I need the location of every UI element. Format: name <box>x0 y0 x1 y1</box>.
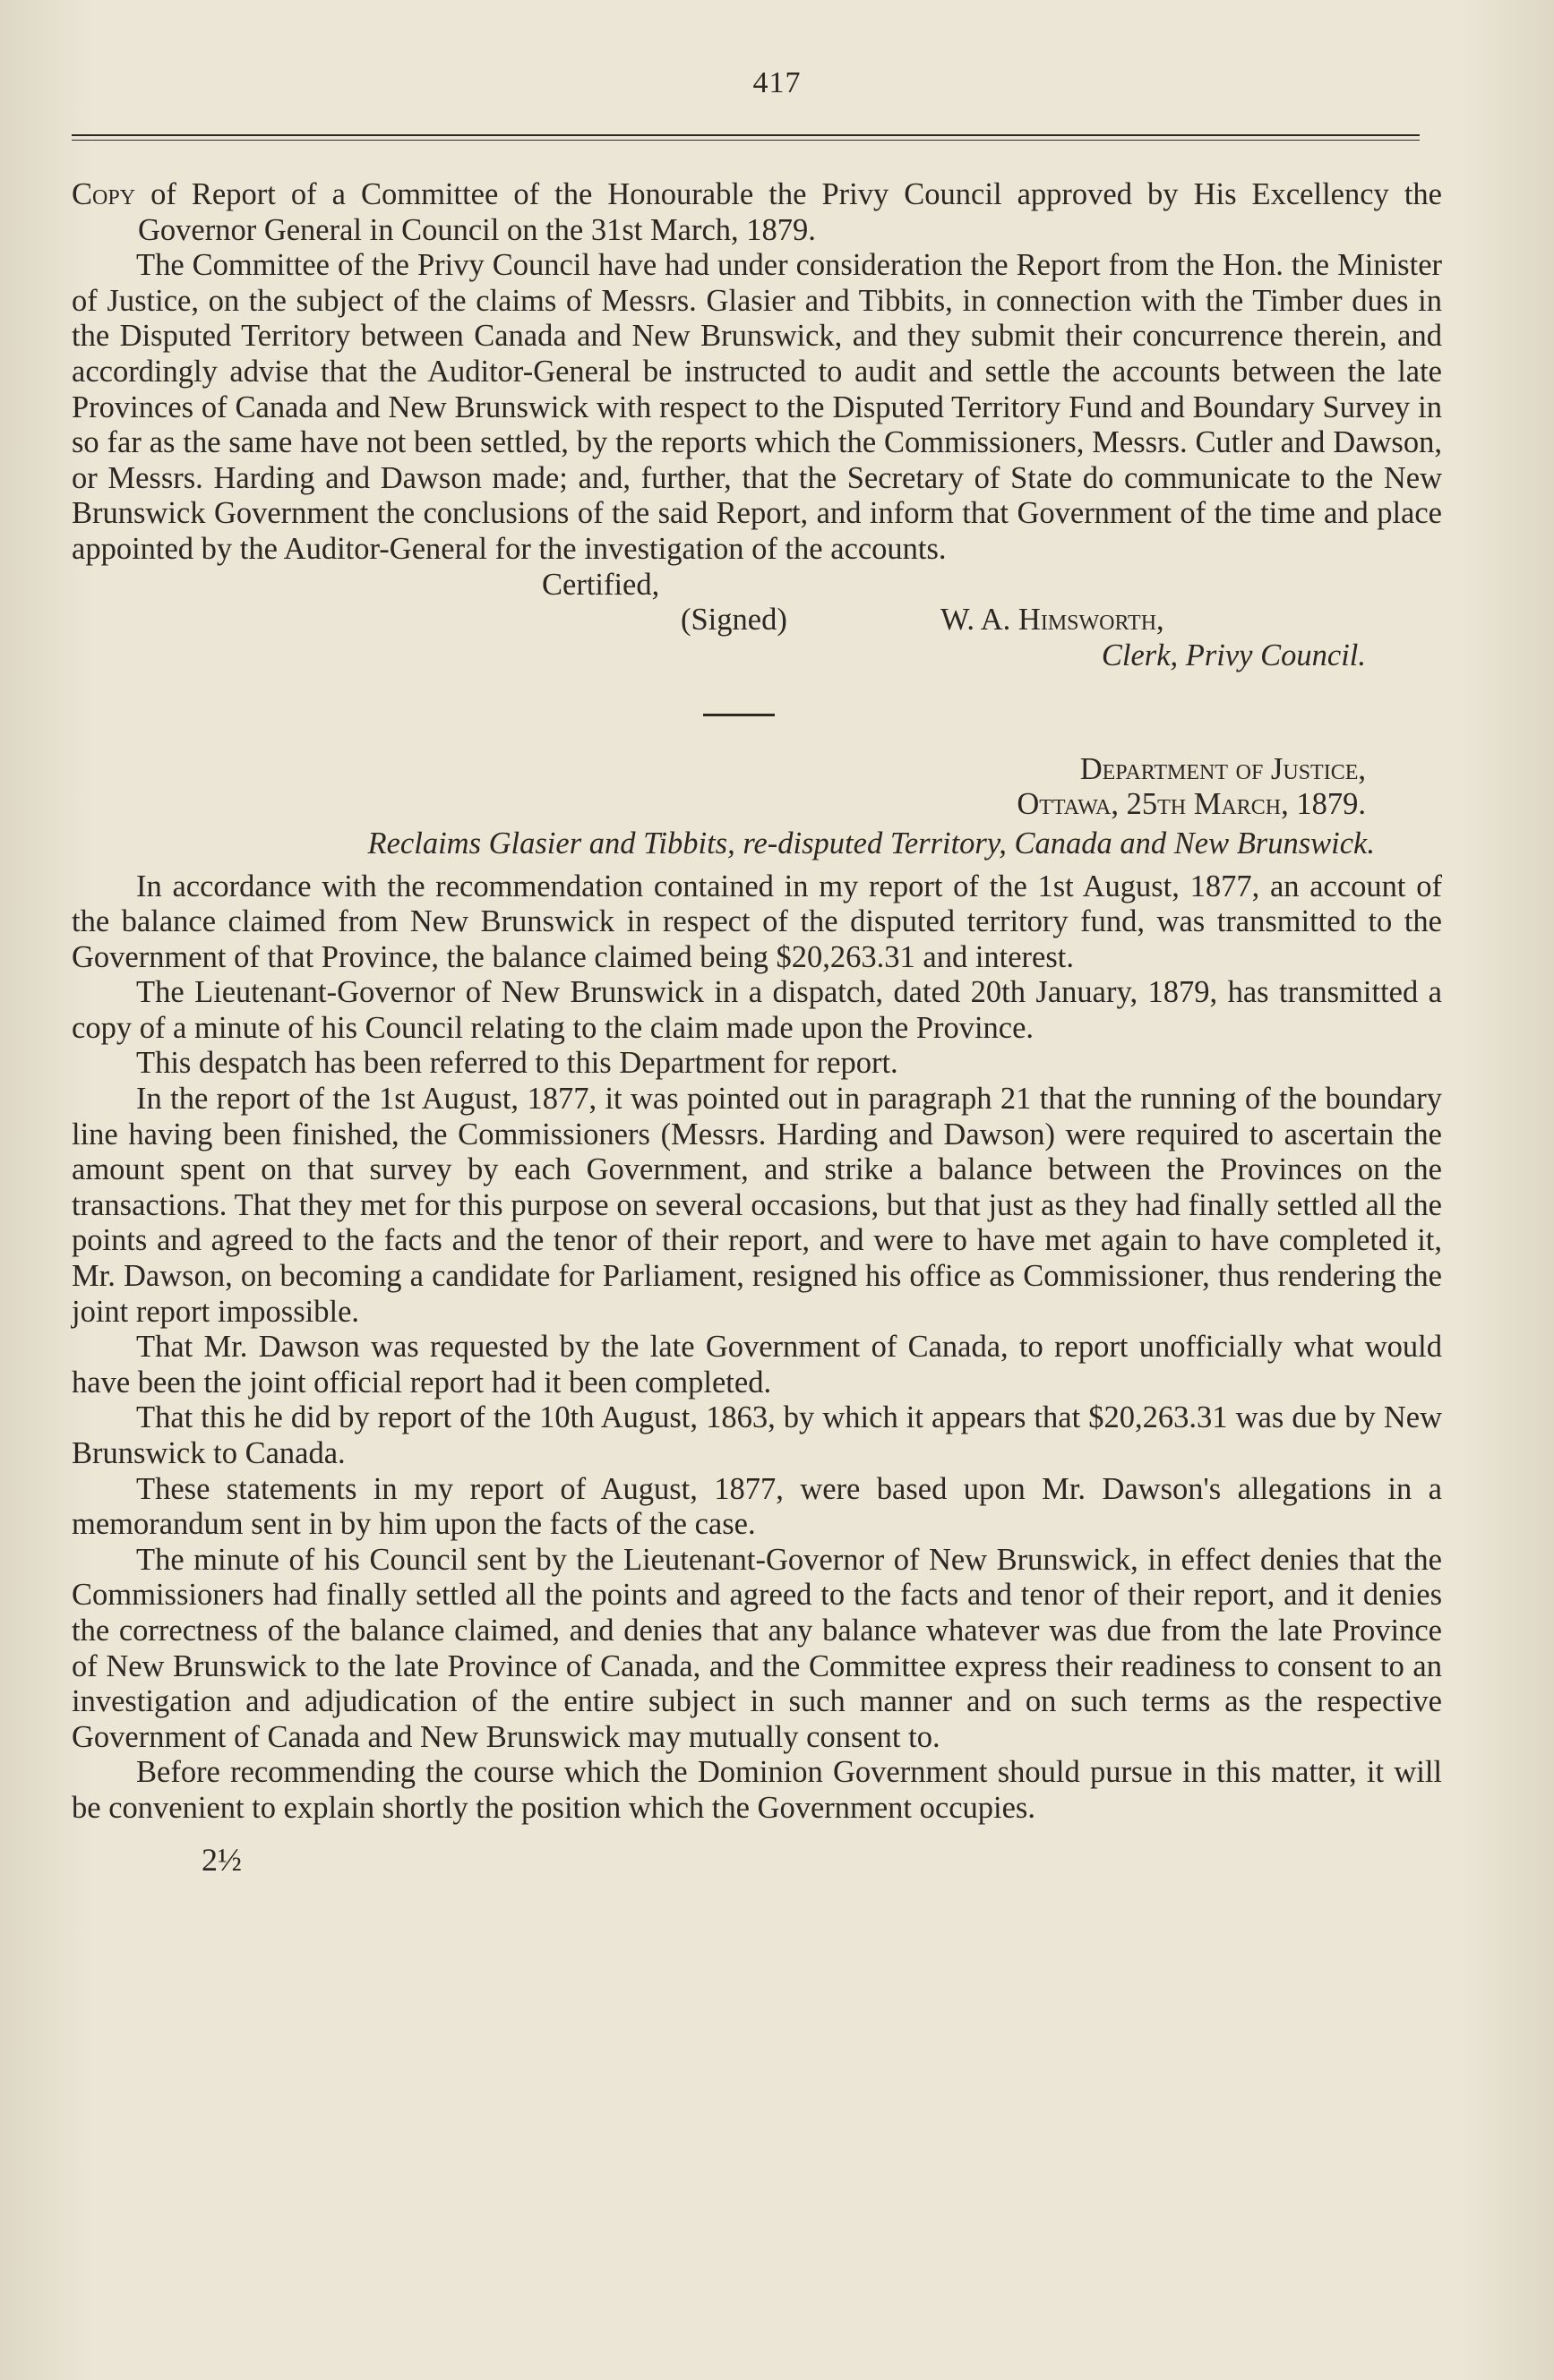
justice-paragraph: That this he did by report of the 10th August, 1863, by which it appears that $20,263.31 was due by New Brunswick to Canada. <box>72 1400 1442 1470</box>
report-heading-text: of Report of a Committee of the Honourable the Privy Council approved by His Excellency the Governor General in Council on the 31st March, 1879. <box>135 177 1442 247</box>
signed-label: (Signed) <box>681 603 787 638</box>
justice-paragraph: In the report of the 1st August, 1877, it was pointed out in paragraph 21 that the running of the boundary line having been finished, the Commissioners (Messrs. Harding and Dawson) were required to ascertain the amount spent on that survey by each Government, and strike a balance between the Provinces on the transactions. That they met for this purpose on several occasions, but that just as they had finally settled all the points and agreed to the facts and the tenor of their report, and were to have met again to have completed it, Mr. Dawson, on becoming a candidate for Parliament, resigned his office as Commissioner, thus rendering the joint report impossible. <box>72 1082 1442 1329</box>
report-heading <box>72 177 1442 248</box>
subject-line: Reclaims Glasier and Tibbits, re-disputed Territory, Canada and New Brunswick. <box>367 826 1375 860</box>
place-date <box>72 787 1442 823</box>
page-number: 417 <box>752 66 802 99</box>
page-content <box>72 177 1442 1878</box>
justice-paragraph: The Lieutenant-Governor of New Brunswick in a dispatch, dated 20th January, 1879, has transmitted a copy of a minute of his Council relating to the claim made upon the Province. <box>72 975 1442 1045</box>
justice-paragraph: This despatch has been referred to this Department for report. <box>136 1046 898 1081</box>
signature-line <box>72 603 1442 638</box>
justice-paragraph: That Mr. Dawson was requested by the late Government of Canada, to report unofficially what would have been the joint official report had it been completed. <box>72 1330 1442 1400</box>
report-heading-lead: Copy <box>72 177 136 211</box>
section-divider <box>703 714 775 716</box>
justice-paragraph: These statements in my report of August, 1877, were based upon Mr. Dawson's allegations in a memorandum sent in by him upon the facts of the case. <box>72 1471 1442 1542</box>
signature-mark: 2½ <box>202 1841 242 1878</box>
signer-title: Clerk, Privy Council. <box>1101 638 1366 673</box>
justice-paragraph: The minute of his Council sent by the Lieutenant-Governor of New Brunswick, in effect denies that the Commissioners had finally settled all the points and agreed to the facts and tenor of their report, and it denies the correctness of the balance claimed, and denies that any balance whatever was due from the late Province of New Brunswick to the late Province of Canada, and the Committee express their readiness to consent to an investigation and adjudication of the entire subject in such manner and on such terms as the respective Government of Canada and New Brunswick may mutually consent to. <box>72 1542 1442 1754</box>
top-rule <box>72 134 1420 141</box>
signer-name: W. A. Himsworth, <box>940 603 1164 638</box>
justice-paragraph: In accordance with the recommendation contained in my report of the 1st August, 1877, an account of the balance claimed from New Brunswick in respect of the disputed territory fund, was transmitted to the Government of that Province, the balance claimed being $20,263.31 and interest. <box>72 869 1442 974</box>
place-date-text: Ottawa, 25th March, 1879. <box>1017 787 1366 822</box>
report-body: The Committee of the Privy Council have had under consideration the Report from the Hon. the Minister of Justice, on the subject of the claims of Messrs. Glasier and Tibbits, in connection with the Timber dues in the Disputed Territory between Canada and New Brunswick, and they submit their concurrence therein, and accordingly advise that the Auditor-General be instructed to audit and settle the accounts between the late Provinces of Canada and New Brunswick with respect to the Disputed Territory Fund and Boundary Survey in so far as the same have not been settled, by the reports which the Commissioners, Messrs. Cutler and Dawson, or Messrs. Harding and Dawson made; and, further, that the Secretary of State do communicate to the New Brunswick Government the conclusions of the said Report, and inform that Government of the time and place appointed by the Auditor-General for the investigation of the accounts. <box>72 248 1442 566</box>
certified-text: Certified, <box>542 567 660 602</box>
department-heading: Department of Justice, <box>1079 751 1366 786</box>
justice-paragraph: Before recommending the course which the Dominion Government should pursue in this matter, it will be convenient to explain shortly the position which the Government occupies. <box>72 1755 1442 1825</box>
